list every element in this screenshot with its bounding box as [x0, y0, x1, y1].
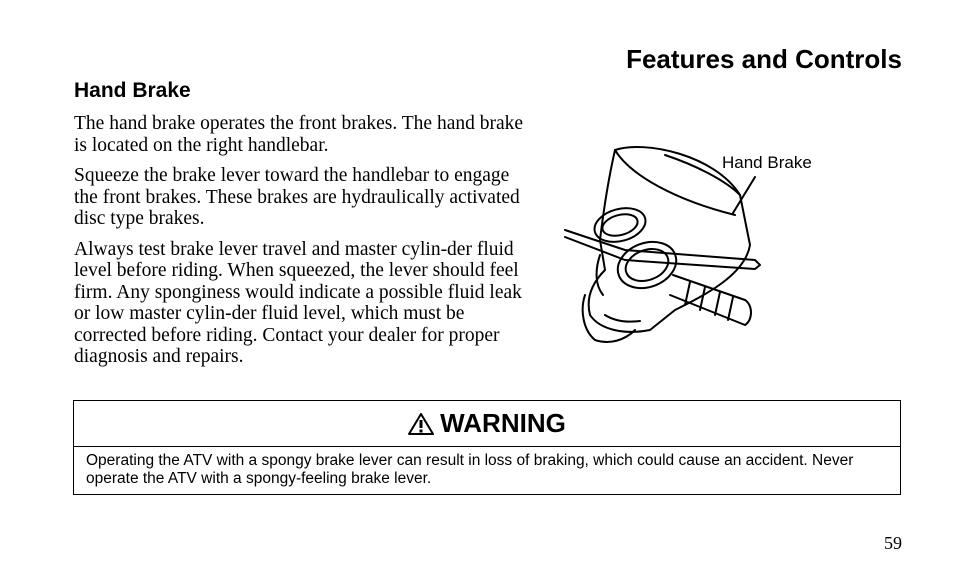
page-header-title: Features and Controls	[626, 44, 902, 74]
section-title: Hand Brake	[74, 79, 191, 102]
paragraph-location: The hand brake operates the front brakes. The hand brake is located on the right handlebar.	[74, 113, 524, 156]
page-number: 59	[884, 533, 902, 553]
hand-brake-illustration	[555, 145, 855, 360]
warning-triangle-icon	[408, 413, 434, 435]
warning-header	[74, 401, 900, 447]
paragraph-operation: Squeeze the brake lever toward the handlebar to engage the front brakes. These brakes are hydraulically activated disc type brakes.	[74, 165, 520, 229]
warning-box	[73, 400, 901, 495]
section-body	[74, 113, 524, 377]
paragraph-testing: Always test brake lever travel and master cylin-der fluid level before riding. When squeezed, the lever should feel firm. Any sponginess would indicate a possible fluid leak or low master cylin-der fluid level, which must be corrected before riding. Contact your dealer for proper diagnosis and repairs.	[74, 238, 522, 367]
warning-text: Operating the ATV with a spongy brake lever can result in loss of braking, which could cause an accident. Never operate the ATV with a spongy-feeling brake lever.	[86, 452, 854, 487]
illustration-label: Hand Brake	[722, 153, 812, 172]
warning-heading: WARNING	[440, 408, 566, 438]
